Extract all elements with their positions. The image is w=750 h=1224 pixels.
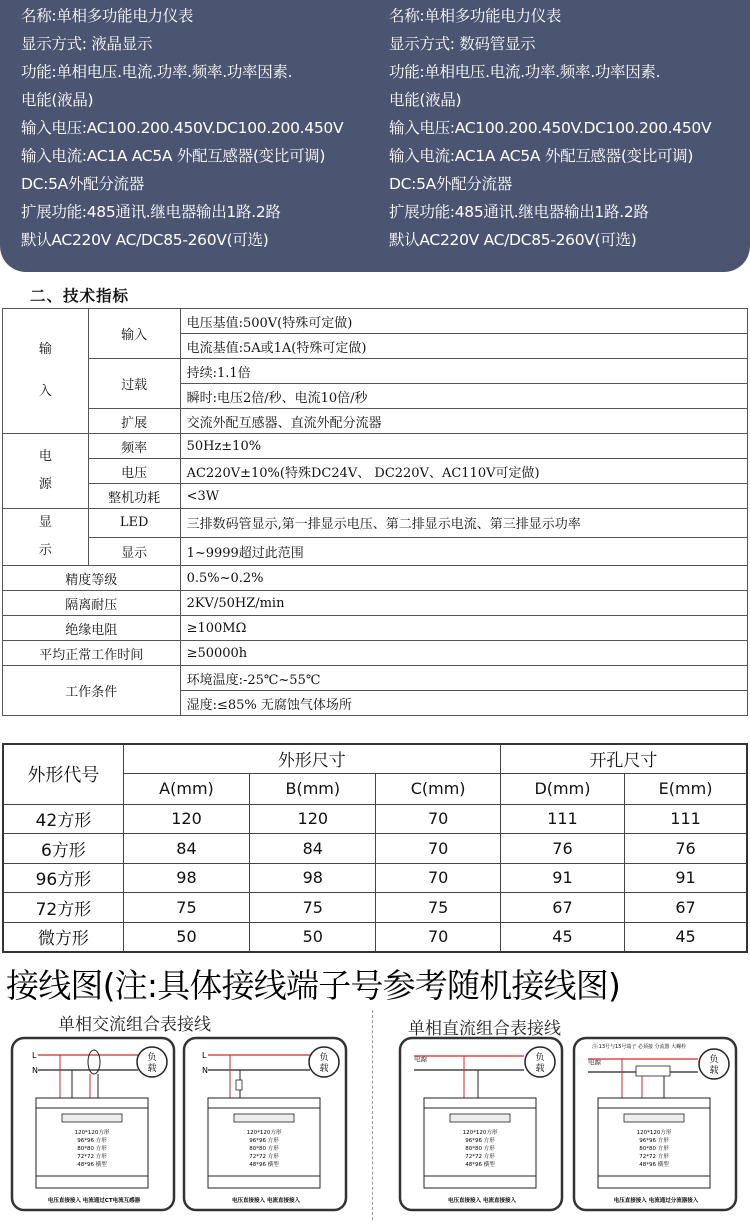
dims-col-header: D(mm) bbox=[500, 773, 624, 804]
wiring-dc-title: 单相直流组合表接线 bbox=[408, 1019, 561, 1039]
dims-cell: 70 bbox=[376, 834, 500, 864]
dims-outline-header: 外形尺寸 bbox=[123, 744, 500, 773]
size-label: 48*96 横型 bbox=[639, 1162, 669, 1168]
size-label: 80*80 方形 bbox=[249, 1146, 279, 1152]
dims-cell: 76 bbox=[500, 834, 624, 864]
spec-value: 50Hz±10% bbox=[180, 434, 747, 459]
dims-cell: 6方形 bbox=[3, 834, 123, 864]
spec-group-input bbox=[3, 309, 89, 434]
dims-cell: 84 bbox=[123, 834, 249, 864]
info-line: 显示方式: 液晶显示 bbox=[21, 35, 153, 53]
table-row bbox=[3, 863, 747, 893]
spec-label: 工作条件 bbox=[3, 666, 181, 716]
dims-cell: 67 bbox=[500, 893, 624, 923]
line-n-label: N bbox=[32, 1066, 38, 1075]
power-label: 电源 bbox=[588, 1058, 601, 1066]
dims-cell: 42方形 bbox=[3, 804, 123, 834]
section-title: 二、技术指标 bbox=[30, 287, 130, 305]
dims-cell: 70 bbox=[376, 922, 500, 952]
size-label: 80*80 方形 bbox=[465, 1146, 495, 1152]
size-label: 72*72 方形 bbox=[465, 1154, 495, 1160]
power-label: 电源 bbox=[414, 1055, 427, 1063]
group-char: 输 bbox=[38, 342, 52, 357]
dims-cell: 45 bbox=[625, 922, 747, 952]
load-label: 载 bbox=[709, 1066, 719, 1076]
size-label: 96*96 方形 bbox=[465, 1138, 495, 1144]
group-char: 电 bbox=[38, 449, 52, 464]
spec-group-display bbox=[3, 509, 89, 566]
wiring-divider bbox=[372, 1010, 373, 1220]
dims-cell: 98 bbox=[123, 863, 249, 893]
info-line: 名称:单相多功能电力仪表 bbox=[21, 7, 194, 25]
dims-cell: 70 bbox=[376, 863, 500, 893]
load-label: 载 bbox=[535, 1064, 545, 1074]
dims-cell: 76 bbox=[625, 834, 747, 864]
spec-table bbox=[2, 308, 748, 716]
spec-label: 绝缘电阻 bbox=[3, 616, 181, 641]
spec-label: LED bbox=[88, 509, 180, 538]
dims-cell: 84 bbox=[250, 834, 376, 864]
wiring-diagram-ac-ct bbox=[10, 1036, 178, 1216]
diagram-caption: 电压直接接入 电流直接接入 bbox=[232, 1198, 300, 1204]
wiring-title: 接线图(注:具体接线端子号参考随机接线图) bbox=[6, 966, 621, 1005]
spec-value: 湿度:≤85% 无腐蚀气体场所 bbox=[180, 691, 747, 716]
spec-value: ≥50000h bbox=[180, 641, 747, 666]
info-column-lcd bbox=[21, 2, 393, 254]
line-l-label: L bbox=[202, 1051, 207, 1060]
spec-value: 持续:1.1倍 bbox=[180, 359, 747, 384]
spec-value: AC220V±10%(特殊DC24V、 DC220V、AC110V可定做) bbox=[180, 459, 747, 484]
dims-cell: 96方形 bbox=[3, 863, 123, 893]
spec-value: 交流外配互感器、直流外配分流器 bbox=[180, 409, 747, 434]
dims-cell: 75 bbox=[250, 893, 376, 923]
dims-cell: 67 bbox=[625, 893, 747, 923]
spec-value: 电流基值:5A或1A(特殊可定做) bbox=[180, 334, 747, 359]
diagram-caption: 电压直接接入 电流通过分流器接入 bbox=[613, 1198, 699, 1204]
shunt-icon bbox=[636, 1066, 670, 1076]
dims-cutout-header: 开孔尺寸 bbox=[500, 744, 747, 773]
dims-col-header: C(mm) bbox=[376, 773, 500, 804]
size-label: 48*96 横型 bbox=[465, 1162, 495, 1168]
info-line: 电能(液晶) bbox=[389, 91, 462, 109]
size-label: 80*80 方形 bbox=[77, 1146, 107, 1152]
group-char: 入 bbox=[38, 384, 52, 399]
spec-value: <3W bbox=[180, 484, 747, 509]
load-label: 负 bbox=[709, 1055, 719, 1065]
group-char: 显 bbox=[38, 515, 52, 530]
wiring-diagram-ac-direct bbox=[182, 1036, 350, 1216]
info-line: 名称:单相多功能电力仪表 bbox=[389, 7, 562, 25]
group-char: 源 bbox=[38, 477, 52, 492]
diagram-caption: 电压直接接入 电流直接接入 bbox=[448, 1198, 516, 1204]
table-row bbox=[3, 804, 747, 834]
spec-group-power bbox=[3, 434, 89, 509]
spec-label: 隔离耐压 bbox=[3, 591, 181, 616]
table-row bbox=[3, 893, 747, 923]
line-n-label: N bbox=[202, 1066, 208, 1075]
spec-label: 整机功耗 bbox=[88, 484, 180, 509]
info-line: 扩展功能:485通讯.继电器输出1路.2路 bbox=[389, 203, 649, 221]
size-label: 72*72 方形 bbox=[77, 1154, 107, 1160]
load-label: 载 bbox=[147, 1064, 157, 1074]
product-info-panel bbox=[0, 0, 750, 272]
size-label: 48*96 横型 bbox=[77, 1162, 107, 1168]
load-label: 负 bbox=[535, 1053, 545, 1063]
wiring-diagram-dc-shunt bbox=[572, 1036, 740, 1216]
size-label: 72*72 方形 bbox=[639, 1154, 669, 1160]
size-label: 120*120方形 bbox=[636, 1130, 672, 1136]
load-label: 载 bbox=[319, 1064, 329, 1074]
spec-label: 过载 bbox=[88, 359, 180, 409]
spec-label: 扩展 bbox=[88, 409, 180, 434]
spec-value: ≥100MΩ bbox=[180, 616, 747, 641]
dims-cell: 70 bbox=[376, 804, 500, 834]
spec-label: 精度等级 bbox=[3, 566, 181, 591]
info-line: DC:5A外配分流器 bbox=[389, 175, 512, 193]
dims-cell: 75 bbox=[123, 893, 249, 923]
size-label: 120*120方形 bbox=[462, 1130, 498, 1136]
dims-cell: 120 bbox=[250, 804, 376, 834]
info-line: 扩展功能:485通讯.继电器输出1路.2路 bbox=[21, 203, 281, 221]
dims-col-header: E(mm) bbox=[625, 773, 747, 804]
info-column-led bbox=[389, 2, 750, 254]
dims-cell: 111 bbox=[625, 804, 747, 834]
spec-label: 输入 bbox=[88, 309, 180, 359]
spec-label: 频率 bbox=[88, 434, 180, 459]
dims-cell: 微方形 bbox=[3, 922, 123, 952]
info-line: 输入电流:AC1A AC5A 外配互感器(变比可调) bbox=[21, 147, 326, 165]
table-row bbox=[3, 834, 747, 864]
spec-value: 三排数码管显示,第一排显示电压、第二排显示电流、第三排显示功率 bbox=[180, 509, 747, 538]
dims-cell: 111 bbox=[500, 804, 624, 834]
group-char: 示 bbox=[38, 543, 52, 558]
info-line: 显示方式: 数码管显示 bbox=[389, 35, 536, 53]
dims-cell: 45 bbox=[500, 922, 624, 952]
size-label: 120*120方形 bbox=[74, 1130, 110, 1136]
dims-cell: 50 bbox=[250, 922, 376, 952]
dimension-table bbox=[2, 743, 748, 953]
dims-cell: 98 bbox=[250, 863, 376, 893]
info-line: 功能:单相电压.电流.功率.频率.功率因素. bbox=[389, 63, 661, 81]
load-label: 负 bbox=[319, 1053, 329, 1063]
dims-cell: 91 bbox=[625, 863, 747, 893]
load-label: 负 bbox=[147, 1053, 157, 1063]
info-line: 输入电压:AC100.200.450V.DC100.200.450V bbox=[21, 119, 344, 137]
dims-code-header: 外形代号 bbox=[3, 744, 123, 804]
info-line: 默认AC220V AC/DC85-260V(可选) bbox=[21, 231, 269, 249]
wiring-ac-title: 单相交流组合表接线 bbox=[58, 1015, 211, 1035]
spec-value: 环境温度:-25℃~55℃ bbox=[180, 666, 747, 691]
size-label: 120*120方形 bbox=[246, 1130, 282, 1136]
info-line: 输入电压:AC100.200.450V.DC100.200.450V bbox=[389, 119, 712, 137]
info-line: 输入电流:AC1A AC5A 外配互感器(变比可调) bbox=[389, 147, 694, 165]
line-l-label: L bbox=[32, 1051, 37, 1060]
spec-value: 1~9999超过此范围 bbox=[180, 537, 747, 566]
dims-cell: 75 bbox=[376, 893, 500, 923]
spec-value: 2KV/50HZ/min bbox=[180, 591, 747, 616]
size-label: 96*96 方形 bbox=[77, 1138, 107, 1144]
dims-cell: 120 bbox=[123, 804, 249, 834]
size-label: 48*96 横型 bbox=[249, 1162, 279, 1168]
size-label: 80*80 方形 bbox=[639, 1146, 669, 1152]
info-line: DC:5A外配分流器 bbox=[21, 175, 144, 193]
spec-label: 电压 bbox=[88, 459, 180, 484]
info-line: 默认AC220V AC/DC85-260V(可选) bbox=[389, 231, 637, 249]
spec-label: 平均正常工作时间 bbox=[3, 641, 181, 666]
info-line: 功能:单相电压.电流.功率.频率.功率因素. bbox=[21, 63, 293, 81]
dc-note: 注:13号与15号端子 必须接 分流器 大螺栓 bbox=[592, 1044, 687, 1050]
dims-col-header: A(mm) bbox=[123, 773, 249, 804]
spec-value: 0.5%~0.2% bbox=[180, 566, 747, 591]
size-label: 96*96 方形 bbox=[639, 1138, 669, 1144]
size-label: 72*72 方形 bbox=[249, 1154, 279, 1160]
table-row bbox=[3, 922, 747, 952]
dims-cell: 50 bbox=[123, 922, 249, 952]
spec-value: 电压基值:500V(特殊可定做) bbox=[180, 309, 747, 334]
diagram-caption: 电压直接接入 电流通过CT电流互感器 bbox=[47, 1198, 141, 1204]
spec-label: 显示 bbox=[88, 537, 180, 566]
dims-cell: 91 bbox=[500, 863, 624, 893]
wiring-diagram-dc-direct bbox=[398, 1036, 566, 1216]
info-line: 电能(液晶) bbox=[21, 91, 94, 109]
dims-cell: 72方形 bbox=[3, 893, 123, 923]
size-label: 96*96 方形 bbox=[249, 1138, 279, 1144]
spec-value: 瞬时:电压2倍/秒、电流10倍/秒 bbox=[180, 384, 747, 409]
dims-col-header: B(mm) bbox=[250, 773, 376, 804]
